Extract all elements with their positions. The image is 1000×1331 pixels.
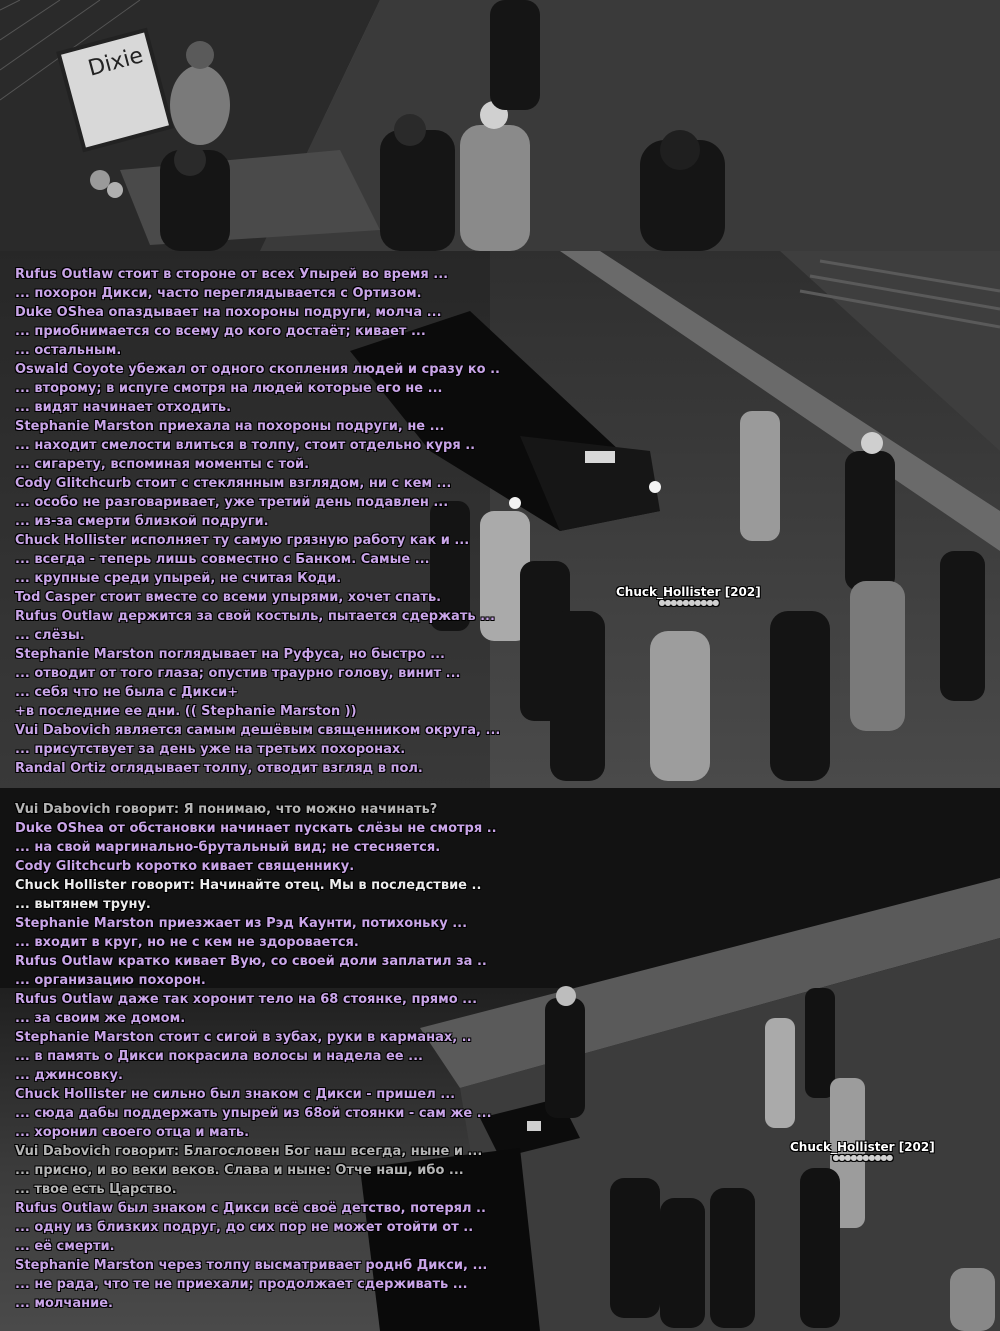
chat-line: ... организацию похорон. [15, 973, 206, 988]
chat-line: Cody Glitchcurb коротко кивает священнику. [15, 859, 355, 874]
chat-line: Duke OShea опаздывает на похороны подруги, молча ... [15, 305, 442, 320]
person [940, 551, 985, 701]
chat-line: Randal Ortiz оглядывает толпу, отводит взгляд в пол. [15, 761, 423, 776]
nametag-name: Chuck_Hollister [202] [616, 585, 761, 599]
chat-line: ... в память о Дикси покрасила волосы и надела ее ... [15, 1049, 423, 1064]
person [460, 125, 530, 251]
person-head [556, 986, 576, 1006]
chat-line: Rufus Outlaw держится за свой костыль, пытается сдержать ... [15, 609, 495, 624]
chat-line: ... особо не разговаривает, уже третий день подавлен ... [15, 495, 449, 510]
chat-line: Chuck Hollister не сильно был знаком с Дикси - пришел ... [15, 1087, 456, 1102]
chat-line: ... за своим же домом. [15, 1011, 186, 1026]
person-head [394, 114, 426, 146]
chat-line: ... на свой маргинально-брутальный вид; не стесняется. [15, 840, 441, 855]
player-nametag [616, 585, 761, 607]
chat-line: ... молчание. [15, 1296, 113, 1311]
chat-line: ... остальным. [15, 343, 122, 358]
chat-line: Stephanie Marston приехала на похороны подруги, не ... [15, 419, 445, 434]
chat-line: ... присно, и во веки веков. Слава и ныне: Отче наш, ибо ... [15, 1163, 464, 1178]
chat-line: ... слёзы. [15, 628, 85, 643]
chat-line: ... приобнимается со всему до кого достаёт; кивает ... [15, 324, 426, 339]
person [710, 1188, 755, 1328]
health-bar-dots: ●●●●●●●●●● [832, 1153, 893, 1162]
person [845, 451, 895, 591]
nametag-name: Chuck_Hollister [202] [790, 1140, 935, 1154]
person [660, 1198, 705, 1328]
chat-line: Rufus Outlaw был знаком с Дикси всё своё детство, потерял .. [15, 1201, 486, 1216]
chat-line: ... находит смелости влиться в толпу, стоит отдельно куря .. [15, 438, 476, 453]
person-head [186, 41, 214, 69]
person [490, 0, 540, 110]
person [850, 581, 905, 731]
coffin-label [527, 1121, 541, 1131]
player-nametag [790, 1140, 935, 1162]
person [765, 1018, 795, 1128]
chat-line: Rufus Outlaw кратко кивает Вую, со своей доли заплатил за .. [15, 954, 487, 969]
chat-line: ... не рада, что те не приехали; продолжает сдерживать ... [15, 1277, 468, 1292]
person-kneeling [170, 65, 230, 145]
person [800, 1168, 840, 1328]
chat-line: ... второму; в испуге смотря на людей которые его не ... [15, 381, 443, 396]
chat-line: ... входит в круг, но не с кем не здоровается. [15, 935, 359, 950]
chat-line: Vui Dabovich говорит: Я понимаю, что можно начинать? [15, 802, 438, 817]
chat-line: ... хоронил своего отца и мать. [15, 1125, 250, 1140]
person [610, 1178, 660, 1318]
chat-log-panel-2 [15, 265, 500, 778]
person [550, 611, 605, 781]
person [950, 1268, 995, 1331]
person [770, 611, 830, 781]
chat-line: ... её смерти. [15, 1239, 115, 1254]
chat-line: ... себя что не была с Дикси+ [15, 685, 239, 700]
chat-line: ... твое есть Царство. [15, 1182, 177, 1197]
chat-line: Rufus Outlaw даже так хоронит тело на 68 стоянке, прямо ... [15, 992, 478, 1007]
chat-line: ... сигарету, вспоминая моменты с той. [15, 457, 310, 472]
person-head [174, 144, 206, 176]
chat-line: ... отводит от того глаза; опустив траурно голову, винит ... [15, 666, 461, 681]
scene-1-drawing [0, 0, 1000, 251]
chat-line: ... всегда - теперь лишь совместно с Банком. Самые ... [15, 552, 430, 567]
person [380, 130, 455, 251]
chat-line: ... присутствует за день уже на третьих похоронах. [15, 742, 406, 757]
chat-line: Cody Glitchcurb стоит с стеклянным взглядом, ни с кем ... [15, 476, 452, 491]
chat-line: Stephanie Marston приезжает из Рэд Каунти, потихоньку ... [15, 916, 468, 931]
person-head [660, 130, 700, 170]
chat-line: ... сюда дабы поддержать упырей из 68ой стоянки - сам же ... [15, 1106, 492, 1121]
chat-line: Stephanie Marston поглядывает на Руфуса, но быстро ... [15, 647, 445, 662]
chat-line: Vui Dabovich является самым дешёвым священником округа, ... [15, 723, 501, 738]
scene-panel-2 [0, 251, 1000, 788]
chat-line: ... похорон Дикси, часто переглядывается с Ортизом. [15, 286, 422, 301]
chat-line: ... вытянем труну. [15, 897, 151, 912]
dixie-sign-text: Dixie [85, 43, 146, 82]
chat-line: Tod Casper стоит вместе со всеми упырями, хочет спать. [15, 590, 442, 605]
chat-line: ... из-за смерти близкой подруги. [15, 514, 269, 529]
person [650, 631, 710, 781]
chat-line: Rufus Outlaw стоит в стороне от всех Упырей во время ... [15, 267, 449, 282]
chat-line: Chuck Hollister говорит: Начинайте отец. Мы в последствие .. [15, 878, 482, 893]
chat-line: Stephanie Marston стоит с сигой в зубах, руки в карманах, .. [15, 1030, 472, 1045]
flowers [90, 170, 110, 190]
chat-line: +в последние ее дни. (( Stephanie Marston )) [15, 704, 357, 719]
person [805, 988, 835, 1098]
chat-line: ... одну из близких подруг, до сих пор не может отойти от .. [15, 1220, 474, 1235]
chat-line: Oswald Coyote убежал от одного скопления людей и сразу ко .. [15, 362, 500, 377]
scene-panel-3 [0, 788, 1000, 1331]
flowers [107, 182, 123, 198]
person [740, 411, 780, 541]
chat-line: ... джинсовку. [15, 1068, 123, 1083]
chat-line: Chuck Hollister исполняет ту самую грязную работу как и ... [15, 533, 470, 548]
health-bar-dots: ●●●●●●●●●● [658, 598, 719, 607]
chat-line: ... крупные среди упырей, не считая Коди. [15, 571, 342, 586]
chat-line: Stephanie Marston через толпу высматривает роднб Дикси, ... [15, 1258, 488, 1273]
person [545, 998, 585, 1118]
person-cap [861, 432, 883, 454]
chat-line: Vui Dabovich говорит: Благословен Бог наш всегда, ныне и ... [15, 1144, 483, 1159]
chat-line: Duke OShea от обстановки начинает пускать слёзы не смотря .. [15, 821, 497, 836]
chat-line: ... видят начинает отходить. [15, 400, 232, 415]
chat-log-panel-3 [15, 800, 497, 1313]
scene-panel-1 [0, 0, 1000, 251]
